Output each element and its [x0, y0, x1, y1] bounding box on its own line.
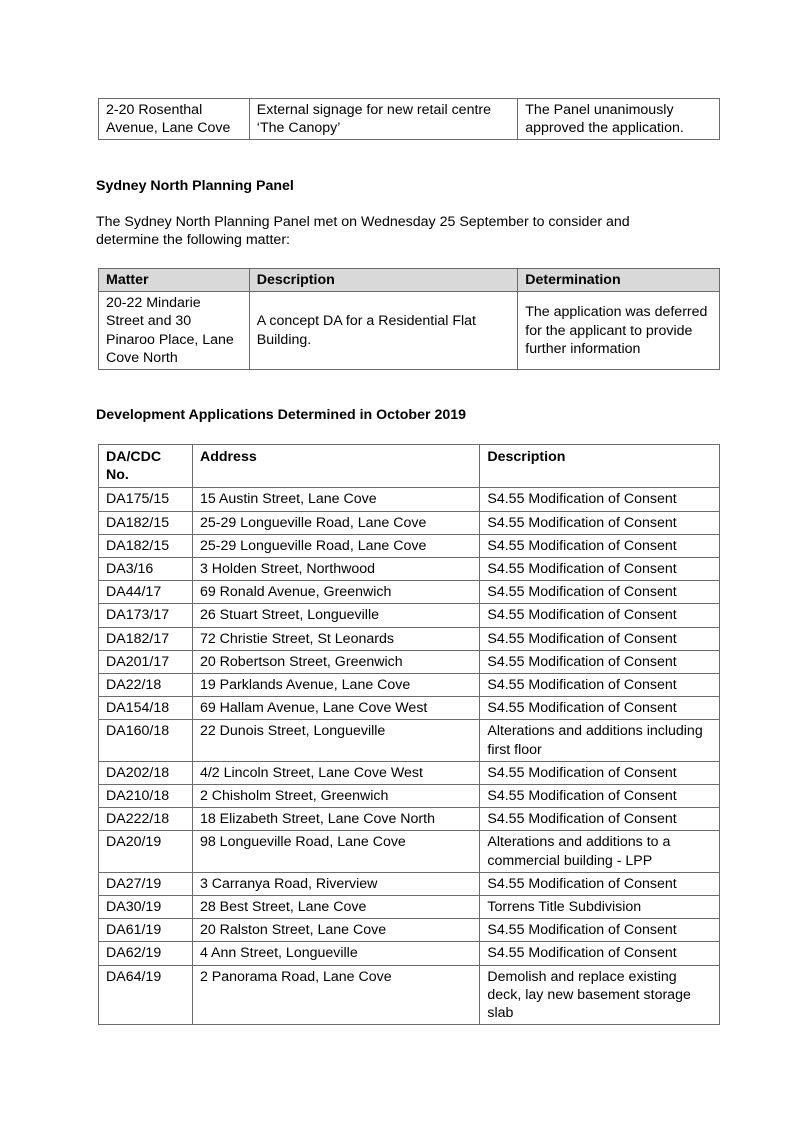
table-row: [99, 581, 720, 604]
da-no-cell: DA27/19: [99, 872, 193, 895]
address-cell: 4 Ann Street, Longueville: [192, 942, 479, 965]
table-row: [99, 896, 720, 919]
table-row: [99, 831, 720, 872]
address-cell: 26 Stuart Street, Longueville: [192, 604, 479, 627]
da-no-cell: DA182/17: [99, 627, 193, 650]
address-cell: 19 Parklands Avenue, Lane Cove: [192, 674, 479, 697]
address-cell: 72 Christie Street, St Leonards: [192, 627, 479, 650]
description-cell: A concept DA for a Residential Flat Building.: [249, 292, 517, 370]
table-row: [99, 872, 720, 895]
table-row: [99, 292, 720, 370]
address-cell: 3 Carranya Road, Riverview: [192, 872, 479, 895]
table-row: [99, 761, 720, 784]
table-row: [99, 674, 720, 697]
table-header-row: [99, 445, 720, 488]
table-row: [99, 650, 720, 673]
description-cell: Alterations and additions to a commercial building - LPP: [480, 831, 720, 872]
da-no-header: DA/CDC No.: [99, 445, 193, 488]
description-cell: S4.55 Modification of Consent: [480, 627, 720, 650]
address-cell: 15 Austin Street, Lane Cove: [192, 488, 479, 511]
table-row: [99, 785, 720, 808]
table-row: [99, 965, 720, 1025]
description-cell: S4.55 Modification of Consent: [480, 761, 720, 784]
da-no-cell: DA64/19: [99, 965, 193, 1025]
da-no-cell: DA202/18: [99, 761, 193, 784]
da-no-cell: DA173/17: [99, 604, 193, 627]
description-cell: S4.55 Modification of Consent: [480, 697, 720, 720]
address-header: Address: [192, 445, 479, 488]
da-no-cell: DA175/15: [99, 488, 193, 511]
address-cell: 25-29 Longueville Road, Lane Cove: [192, 534, 479, 557]
address-cell: 4/2 Lincoln Street, Lane Cove West: [192, 761, 479, 784]
table-row: [99, 627, 720, 650]
address-cell: 22 Dunois Street, Longueville: [192, 720, 479, 761]
da-no-cell: DA20/19: [99, 831, 193, 872]
table-row: [99, 488, 720, 511]
lpp-determinations-table: [98, 98, 720, 140]
da-no-cell: DA182/15: [99, 511, 193, 534]
description-cell: S4.55 Modification of Consent: [480, 942, 720, 965]
da-no-cell: DA44/17: [99, 581, 193, 604]
description-cell: Torrens Title Subdivision: [480, 896, 720, 919]
table-row: [99, 697, 720, 720]
description-cell: S4.55 Modification of Consent: [480, 488, 720, 511]
description-cell: S4.55 Modification of Consent: [480, 650, 720, 673]
da-no-cell: DA154/18: [99, 697, 193, 720]
sydney-north-intro: The Sydney North Planning Panel met on Wednesday 25 September to consider and determine the following matter:: [96, 214, 630, 249]
da-no-cell: DA182/15: [99, 534, 193, 557]
address-cell: 3 Holden Street, Northwood: [192, 558, 479, 581]
table-row: [99, 720, 720, 761]
address-cell: 69 Ronald Avenue, Greenwich: [192, 581, 479, 604]
da-no-cell: DA222/18: [99, 808, 193, 831]
description-cell: S4.55 Modification of Consent: [480, 808, 720, 831]
da-no-cell: DA22/18: [99, 674, 193, 697]
description-header: Description: [249, 269, 517, 292]
sydney-north-table: [98, 268, 720, 370]
description-cell: S4.55 Modification of Consent: [480, 558, 720, 581]
determination-cell: The Panel unanimously approved the application.: [518, 99, 720, 140]
determination-cell: The application was deferred for the applicant to provide further information: [518, 292, 720, 370]
description-cell: S4.55 Modification of Consent: [480, 604, 720, 627]
description-cell: Demolish and replace existing deck, lay new basement storage slab: [480, 965, 720, 1025]
da-october-table: [98, 444, 720, 1025]
description-cell: S4.55 Modification of Consent: [480, 581, 720, 604]
matter-cell: 20-22 Mindarie Street and 30 Pinaroo Place, Lane Cove North: [99, 292, 250, 370]
table-row: [99, 511, 720, 534]
address-cell: 2 Chisholm Street, Greenwich: [192, 785, 479, 808]
da-no-cell: DA210/18: [99, 785, 193, 808]
address-cell: 18 Elizabeth Street, Lane Cove North: [192, 808, 479, 831]
address-cell: 69 Hallam Avenue, Lane Cove West: [192, 697, 479, 720]
da-no-cell: DA201/17: [99, 650, 193, 673]
description-cell: External signage for new retail centre ‘The Canopy’: [249, 99, 517, 140]
address-cell: 20 Robertson Street, Greenwich: [192, 650, 479, 673]
description-cell: S4.55 Modification of Consent: [480, 674, 720, 697]
da-october-heading: Development Applications Determined in October 2019: [96, 407, 467, 423]
description-cell: S4.55 Modification of Consent: [480, 534, 720, 557]
da-no-cell: DA3/16: [99, 558, 193, 581]
table-row: [99, 919, 720, 942]
address-cell: 98 Longueville Road, Lane Cove: [192, 831, 479, 872]
address-cell: 2-20 Rosenthal Avenue, Lane Cove: [99, 99, 250, 140]
table-row: [99, 99, 720, 140]
description-cell: S4.55 Modification of Consent: [480, 919, 720, 942]
address-cell: 2 Panorama Road, Lane Cove: [192, 965, 479, 1025]
da-no-cell: DA30/19: [99, 896, 193, 919]
table-row: [99, 558, 720, 581]
description-header: Description: [480, 445, 720, 488]
table-row: [99, 534, 720, 557]
table-header-row: [99, 269, 720, 292]
da-no-cell: DA61/19: [99, 919, 193, 942]
table-row: [99, 604, 720, 627]
matter-header: Matter: [99, 269, 250, 292]
sydney-north-heading: Sydney North Planning Panel: [96, 178, 294, 194]
table-row: [99, 942, 720, 965]
address-cell: 25-29 Longueville Road, Lane Cove: [192, 511, 479, 534]
description-cell: S4.55 Modification of Consent: [480, 785, 720, 808]
da-no-cell: DA62/19: [99, 942, 193, 965]
address-cell: 20 Ralston Street, Lane Cove: [192, 919, 479, 942]
description-cell: Alterations and additions including first floor: [480, 720, 720, 761]
description-cell: S4.55 Modification of Consent: [480, 511, 720, 534]
description-cell: S4.55 Modification of Consent: [480, 872, 720, 895]
da-no-cell: DA160/18: [99, 720, 193, 761]
address-cell: 28 Best Street, Lane Cove: [192, 896, 479, 919]
table-row: [99, 808, 720, 831]
determination-header: Determination: [518, 269, 720, 292]
